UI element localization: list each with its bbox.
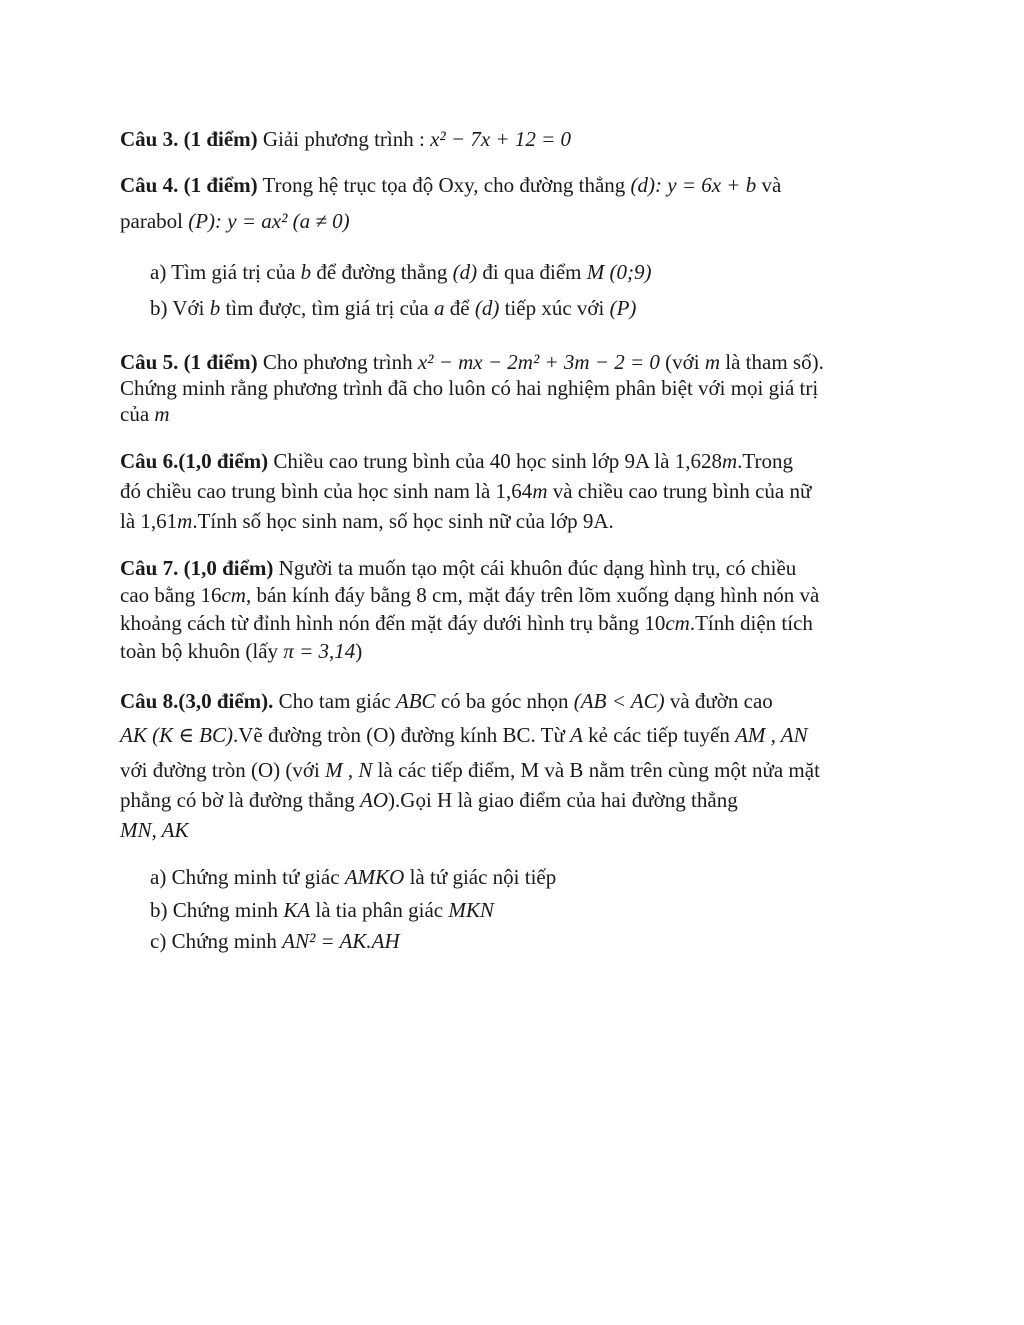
question-8-text: Cho tam giác	[273, 689, 396, 713]
part-a-text-2: là tứ giác nội tiếp	[404, 865, 557, 889]
question-7-line-1	[120, 555, 796, 581]
question-7-line-3	[120, 610, 813, 636]
lines-mn-ak: MN, AK	[120, 818, 189, 842]
part-a-text: a) Chứng minh tứ giác	[150, 865, 345, 889]
question-6-line-3	[120, 508, 614, 534]
line-d-equation: (d): y = 6x + b	[630, 173, 757, 197]
question-8-part-c	[150, 928, 400, 954]
parabol-equation: (P): y = ax² (a ≠ 0)	[188, 209, 350, 233]
line-ao: AO	[360, 788, 389, 812]
question-8-text-7: là các tiếp điểm, M và B nằm trên cùng một nửa mặt	[372, 758, 820, 782]
question-8-text-4: .Vẽ đường tròn (O) đường kính BC. Từ	[232, 723, 571, 747]
question-3	[120, 126, 571, 152]
question-7-text-5: .Tính diện tích	[689, 611, 813, 635]
part-b-text-2: tìm được, tìm giá trị của	[220, 296, 434, 320]
question-4-text: Trong hệ trục tọa độ Oxy, cho đường thẳng	[257, 173, 631, 197]
quad-amko: AMKO	[344, 865, 405, 889]
unit-m: m	[532, 479, 548, 503]
var-b: b	[300, 260, 312, 284]
ray-ka: KA	[283, 898, 311, 922]
part-a-text-3: đi qua điểm	[477, 260, 587, 284]
question-8-text-9: ).Gọi H là giao điểm của hai đường thẳng	[388, 788, 738, 812]
point-m: M (0;9)	[586, 260, 652, 284]
question-5-line-3	[120, 401, 170, 427]
question-5-text-4: của	[120, 402, 155, 426]
question-8-line-5	[120, 817, 188, 843]
question-7-text-2: cao bằng 16	[120, 583, 222, 607]
question-3-text: Giải phương trình :	[257, 127, 431, 151]
question-4-part-a	[150, 259, 652, 285]
unit-cm: cm	[221, 583, 246, 607]
parabol-text: parabol	[120, 209, 189, 233]
part-b-text: b) Chứng minh	[150, 898, 284, 922]
part-b-text-2: là tia phân giác	[310, 898, 449, 922]
question-7-text-3: , bán kính đáy bằng 8 cm, mặt đáy trên lõm xuống dạng hình nón và	[245, 583, 820, 607]
triangle-abc: ABC	[395, 689, 436, 713]
question-7-label: Câu 7. (1,0 điểm)	[120, 556, 274, 580]
question-5-line-1	[120, 349, 824, 375]
question-4-line-2	[120, 208, 350, 234]
var-p: (P)	[609, 296, 637, 320]
pi-value: π = 3,14	[283, 639, 356, 663]
question-5-text: Cho phương trình	[257, 350, 418, 374]
question-6-line-2	[120, 478, 811, 504]
question-8-line-2	[120, 722, 808, 748]
inequality-ab-ac: (AB < AC)	[573, 689, 665, 713]
question-5-text-3: là tham số).	[720, 350, 824, 374]
question-8-line-3	[120, 757, 820, 783]
question-8-text-5: kẻ các tiếp tuyến	[582, 723, 736, 747]
question-6-label: Câu 6.(1,0 điểm)	[120, 449, 269, 473]
var-d: (d)	[474, 296, 500, 320]
question-7-line-2	[120, 582, 819, 608]
question-6-line-1	[120, 448, 793, 474]
part-c-text: c) Chứng minh	[150, 929, 283, 953]
question-8-text-3: và đườn cao	[664, 689, 773, 713]
question-4-line-1	[120, 172, 781, 198]
angle-mkn: MKN	[448, 898, 494, 922]
question-4-text-end: và	[756, 173, 782, 197]
question-8-line-1	[120, 688, 773, 714]
question-7-text-6: toàn bộ khuôn (lấy	[120, 639, 284, 663]
unit-m: m	[177, 509, 193, 533]
part-a-text-2: để đường thẳng	[311, 260, 453, 284]
question-5-label: Câu 5. (1 điểm)	[120, 350, 258, 374]
var-a: a	[434, 296, 445, 320]
part-a-text: a) Tìm giá trị của	[150, 260, 301, 284]
unit-m: m	[721, 449, 738, 473]
question-8-part-b	[150, 897, 494, 923]
var-a-point: A	[570, 723, 583, 747]
question-5-text-2: (với	[659, 350, 705, 374]
question-3-equation: x² − 7x + 12 = 0	[430, 127, 572, 151]
question-4-part-b	[150, 295, 636, 321]
question-8-text-8: phẳng có bờ là đường thẳng	[120, 788, 361, 812]
question-7-text: Người ta muốn tạo một cái khuôn đúc dạng hình trụ, có chiều	[273, 556, 797, 580]
equation-an-ak-ah: AN² = AK.AH	[282, 929, 400, 953]
question-7-line-4	[120, 638, 362, 664]
var-d: (d)	[452, 260, 478, 284]
question-6-text-2: đó chiều cao trung bình của học sinh nam là 1,64	[120, 479, 533, 503]
question-3-label: Câu 3. (1 điểm)	[120, 127, 258, 151]
var-m: m	[154, 402, 170, 426]
tangents-am-an: AM , AN	[735, 723, 808, 747]
question-5-line-2: Chứng minh rằng phương trình đã cho luôn có hai nghiệm phân biệt với mọi giá trị	[120, 376, 819, 400]
question-6-text: Chiều cao trung bình của 40 học sinh lớp 9A là 1,628	[268, 449, 722, 473]
question-6-text-end: .Trong	[737, 449, 793, 473]
question-8-line-4	[120, 787, 738, 813]
question-5-equation: x² − mx − 2m² + 3m − 2 = 0	[417, 350, 660, 374]
part-b-text-4: tiếp xúc với	[499, 296, 610, 320]
part-b-text-3: để	[444, 296, 475, 320]
question-8-text-2: có ba góc nhọn	[435, 689, 574, 713]
var-b: b	[209, 296, 221, 320]
question-6-text-5: .Tính số học sinh nam, số học sinh nữ của lớp 9A.	[192, 509, 614, 533]
points-m-n: M , N	[325, 758, 373, 782]
question-8-label: Câu 8.(3,0 điểm).	[120, 689, 274, 713]
unit-cm: cm	[665, 611, 690, 635]
question-8-part-a	[150, 864, 556, 890]
question-8-text-6: với đường tròn (O) (với	[120, 758, 326, 782]
question-4-label: Câu 4. (1 điểm)	[120, 173, 258, 197]
question-6-text-3: và chiều cao trung bình của nữ	[547, 479, 812, 503]
question-7-text-4: khoảng cách từ đỉnh hình nón đến mặt đáy dưới hình trụ bằng 10	[120, 611, 666, 635]
var-m: m	[704, 350, 721, 374]
altitude-ak: AK (K ∈ BC)	[120, 723, 233, 747]
question-6-text-4: là 1,61	[120, 509, 178, 533]
part-b-text: b) Với	[150, 296, 210, 320]
question-7-text-7: )	[355, 639, 363, 663]
